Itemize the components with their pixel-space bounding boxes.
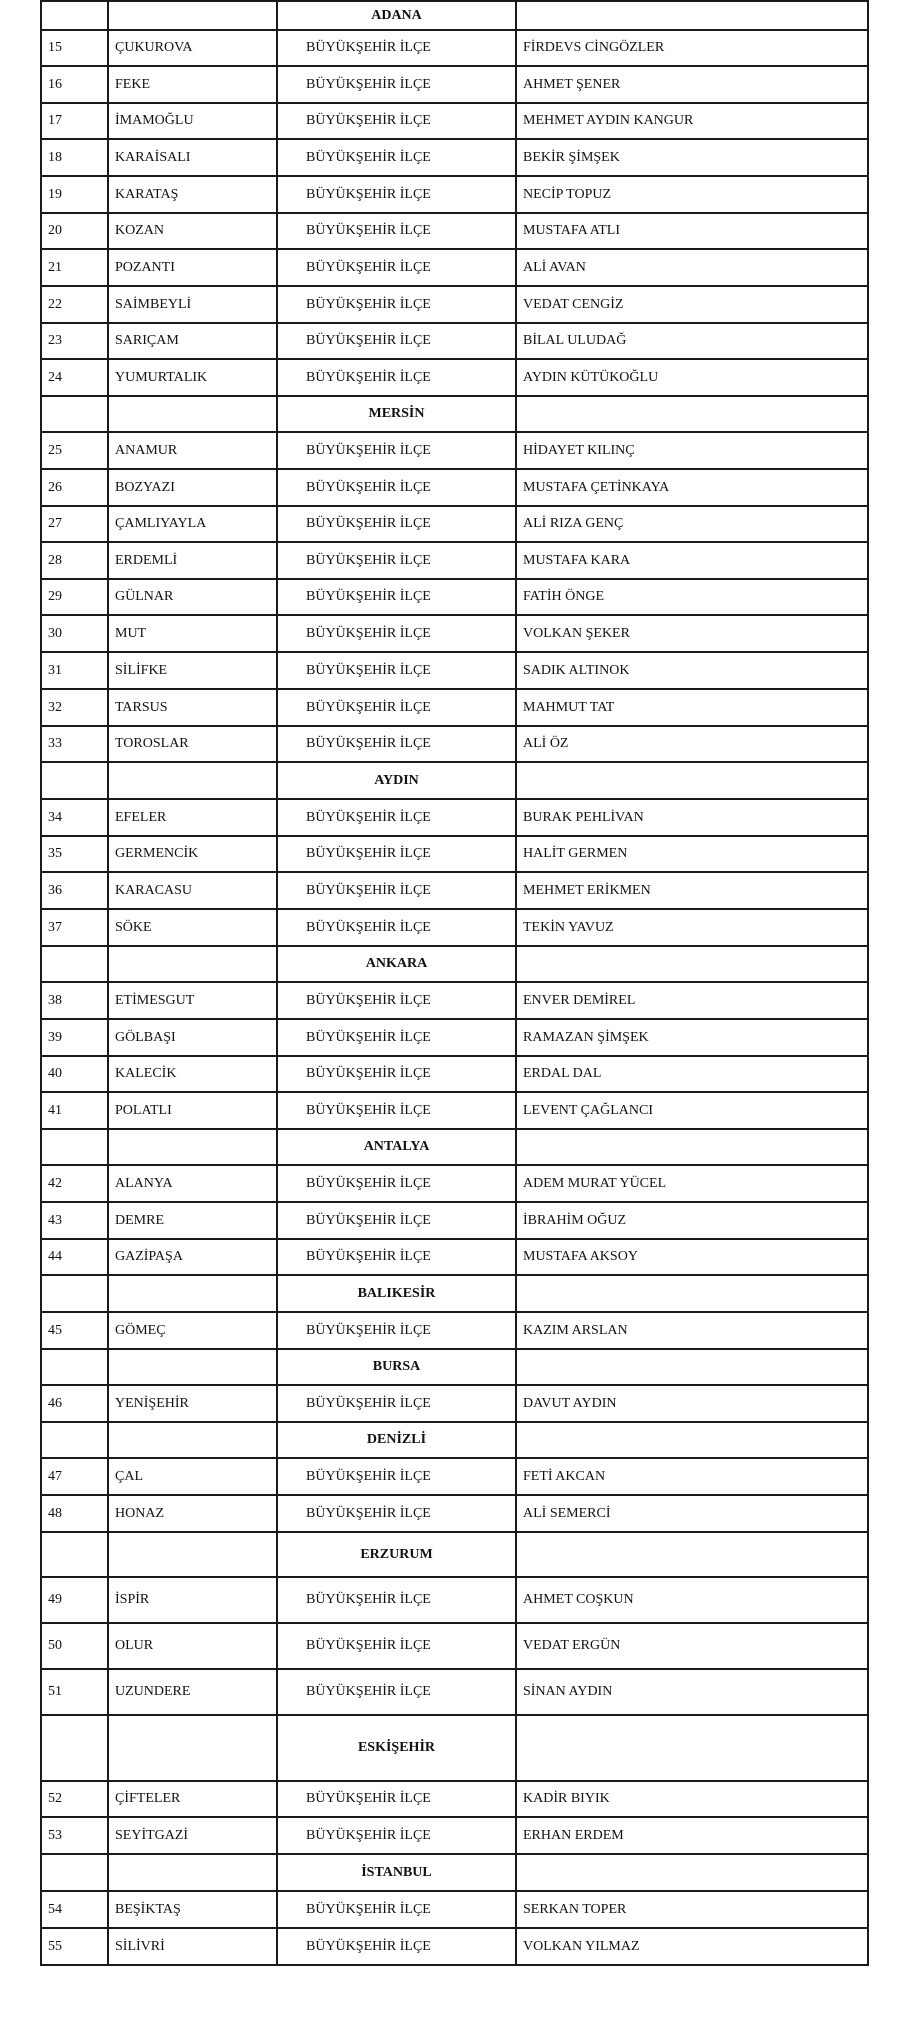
row-number: 39 (41, 1019, 108, 1056)
district-name: İMAMOĞLU (108, 103, 277, 139)
empty-cell (108, 1275, 277, 1312)
district-type: BÜYÜKŞEHİR İLÇE (277, 726, 516, 762)
table-row (41, 30, 868, 66)
district-type: BÜYÜKŞEHİR İLÇE (277, 66, 516, 103)
district-name: SAİMBEYLİ (108, 286, 277, 323)
row-number: 42 (41, 1165, 108, 1202)
province-header-row (41, 396, 868, 432)
row-number: 54 (41, 1891, 108, 1928)
district-type: BÜYÜKŞEHİR İLÇE (277, 909, 516, 946)
table-row (41, 469, 868, 506)
district-name: SİLİFKE (108, 652, 277, 689)
table-row (41, 615, 868, 652)
district-name: MUT (108, 615, 277, 652)
table-row (41, 726, 868, 762)
province-header-row (41, 762, 868, 799)
empty-cell (41, 762, 108, 799)
district-type: BÜYÜKŞEHİR İLÇE (277, 1781, 516, 1817)
candidate-name: VOLKAN YILMAZ (516, 1928, 868, 1965)
district-type: BÜYÜKŞEHİR İLÇE (277, 1669, 516, 1715)
district-name: EFELER (108, 799, 277, 836)
candidate-name: BİLAL ULUDAĞ (516, 323, 868, 359)
district-name: ETİMESGUT (108, 982, 277, 1019)
row-number: 19 (41, 176, 108, 213)
row-number: 45 (41, 1312, 108, 1349)
table-row (41, 1092, 868, 1129)
row-number: 46 (41, 1385, 108, 1422)
district-name: SEYİTGAZİ (108, 1817, 277, 1854)
table-row (41, 836, 868, 872)
table-row (41, 359, 868, 396)
table-row (41, 1019, 868, 1056)
district-type: BÜYÜKŞEHİR İLÇE (277, 213, 516, 249)
row-number: 29 (41, 579, 108, 615)
district-name: SARIÇAM (108, 323, 277, 359)
empty-cell (41, 1, 108, 30)
district-name: YENİŞEHİR (108, 1385, 277, 1422)
district-type: BÜYÜKŞEHİR İLÇE (277, 506, 516, 542)
candidate-name: MUSTAFA KARA (516, 542, 868, 579)
table-row (41, 1165, 868, 1202)
province-name: ERZURUM (277, 1532, 516, 1577)
district-type: BÜYÜKŞEHİR İLÇE (277, 469, 516, 506)
empty-cell (41, 396, 108, 432)
empty-cell (41, 1715, 108, 1781)
table-row (41, 982, 868, 1019)
empty-cell (108, 1715, 277, 1781)
district-name: ERDEMLİ (108, 542, 277, 579)
province-name: ANKARA (277, 946, 516, 982)
district-type: BÜYÜKŞEHİR İLÇE (277, 872, 516, 909)
row-number: 47 (41, 1458, 108, 1495)
table-row (41, 799, 868, 836)
district-type: BÜYÜKŞEHİR İLÇE (277, 1312, 516, 1349)
district-type: BÜYÜKŞEHİR İLÇE (277, 615, 516, 652)
empty-cell (516, 396, 868, 432)
district-name: DEMRE (108, 1202, 277, 1239)
empty-cell (108, 396, 277, 432)
candidate-name: RAMAZAN ŞİMŞEK (516, 1019, 868, 1056)
province-name: DENİZLİ (277, 1422, 516, 1458)
district-type: BÜYÜKŞEHİR İLÇE (277, 139, 516, 176)
table-row (41, 1385, 868, 1422)
candidate-name: ENVER DEMİREL (516, 982, 868, 1019)
empty-cell (108, 1422, 277, 1458)
empty-cell (108, 1349, 277, 1385)
district-name: GERMENCİK (108, 836, 277, 872)
candidate-table (40, 0, 869, 1966)
candidate-name: KAZIM ARSLAN (516, 1312, 868, 1349)
candidate-list-document (40, 0, 867, 1966)
row-number: 22 (41, 286, 108, 323)
empty-cell (41, 1854, 108, 1891)
district-type: BÜYÜKŞEHİR İLÇE (277, 432, 516, 469)
table-row (41, 1056, 868, 1092)
district-name: ÇUKUROVA (108, 30, 277, 66)
candidate-name: MEHMET AYDIN KANGUR (516, 103, 868, 139)
candidate-name: ALİ RIZA GENÇ (516, 506, 868, 542)
empty-cell (516, 1532, 868, 1577)
candidate-name: FETİ AKCAN (516, 1458, 868, 1495)
empty-cell (41, 1422, 108, 1458)
row-number: 28 (41, 542, 108, 579)
candidate-name: ALİ SEMERCİ (516, 1495, 868, 1532)
candidate-name: MUSTAFA ÇETİNKAYA (516, 469, 868, 506)
row-number: 27 (41, 506, 108, 542)
province-name: AYDIN (277, 762, 516, 799)
province-header-row (41, 1715, 868, 1781)
candidate-name: BEKİR ŞİMŞEK (516, 139, 868, 176)
district-name: HONAZ (108, 1495, 277, 1532)
row-number: 34 (41, 799, 108, 836)
candidate-name: VEDAT CENGİZ (516, 286, 868, 323)
province-name: MERSİN (277, 396, 516, 432)
table-row (41, 176, 868, 213)
row-number: 33 (41, 726, 108, 762)
row-number: 24 (41, 359, 108, 396)
district-type: BÜYÜKŞEHİR İLÇE (277, 799, 516, 836)
province-header-row (41, 946, 868, 982)
district-type: BÜYÜKŞEHİR İLÇE (277, 286, 516, 323)
candidate-name: FATİH ÖNGE (516, 579, 868, 615)
district-type: BÜYÜKŞEHİR İLÇE (277, 1623, 516, 1669)
row-number: 55 (41, 1928, 108, 1965)
province-name: BALIKESİR (277, 1275, 516, 1312)
district-name: ALANYA (108, 1165, 277, 1202)
district-type: BÜYÜKŞEHİR İLÇE (277, 836, 516, 872)
candidate-name: LEVENT ÇAĞLANCI (516, 1092, 868, 1129)
table-row (41, 1239, 868, 1275)
candidate-name: İBRAHİM OĞUZ (516, 1202, 868, 1239)
district-name: POZANTI (108, 249, 277, 286)
table-row (41, 249, 868, 286)
empty-cell (516, 1349, 868, 1385)
candidate-name: HALİT GERMEN (516, 836, 868, 872)
candidate-name: NECİP TOPUZ (516, 176, 868, 213)
province-name: İSTANBUL (277, 1854, 516, 1891)
district-name: İSPİR (108, 1577, 277, 1623)
province-header-row (41, 1422, 868, 1458)
district-name: TOROSLAR (108, 726, 277, 762)
district-name: GAZİPAŞA (108, 1239, 277, 1275)
district-name: ÇAMLIYAYLA (108, 506, 277, 542)
table-row (41, 909, 868, 946)
district-name: KALECİK (108, 1056, 277, 1092)
empty-cell (516, 1129, 868, 1165)
district-type: BÜYÜKŞEHİR İLÇE (277, 652, 516, 689)
table-row (41, 1623, 868, 1669)
district-type: BÜYÜKŞEHİR İLÇE (277, 359, 516, 396)
province-header-row (41, 1854, 868, 1891)
district-type: BÜYÜKŞEHİR İLÇE (277, 103, 516, 139)
district-name: SÖKE (108, 909, 277, 946)
candidate-name: MUSTAFA ATLI (516, 213, 868, 249)
empty-cell (108, 946, 277, 982)
row-number: 21 (41, 249, 108, 286)
empty-cell (108, 762, 277, 799)
empty-cell (41, 1349, 108, 1385)
row-number: 50 (41, 1623, 108, 1669)
table-row (41, 1781, 868, 1817)
table-row (41, 579, 868, 615)
row-number: 48 (41, 1495, 108, 1532)
candidate-table-body (41, 1, 868, 1965)
province-header-row (41, 1129, 868, 1165)
district-type: BÜYÜKŞEHİR İLÇE (277, 1385, 516, 1422)
row-number: 31 (41, 652, 108, 689)
district-name: ÇİFTELER (108, 1781, 277, 1817)
candidate-name: ALİ ÖZ (516, 726, 868, 762)
row-number: 15 (41, 30, 108, 66)
province-name: ANTALYA (277, 1129, 516, 1165)
district-type: BÜYÜKŞEHİR İLÇE (277, 1239, 516, 1275)
table-row (41, 139, 868, 176)
district-type: BÜYÜKŞEHİR İLÇE (277, 249, 516, 286)
district-name: ANAMUR (108, 432, 277, 469)
row-number: 26 (41, 469, 108, 506)
row-number: 32 (41, 689, 108, 726)
table-row (41, 1312, 868, 1349)
district-type: BÜYÜKŞEHİR İLÇE (277, 1056, 516, 1092)
province-name: ESKİŞEHİR (277, 1715, 516, 1781)
district-name: FEKE (108, 66, 277, 103)
district-type: BÜYÜKŞEHİR İLÇE (277, 323, 516, 359)
candidate-name: TEKİN YAVUZ (516, 909, 868, 946)
candidate-name: SADIK ALTINOK (516, 652, 868, 689)
province-header-row (41, 1532, 868, 1577)
empty-cell (516, 946, 868, 982)
district-type: BÜYÜKŞEHİR İLÇE (277, 1019, 516, 1056)
empty-cell (516, 1854, 868, 1891)
candidate-name: SERKAN TOPER (516, 1891, 868, 1928)
province-header-row (41, 1275, 868, 1312)
district-type: BÜYÜKŞEHİR İLÇE (277, 689, 516, 726)
table-row (41, 1577, 868, 1623)
row-number: 36 (41, 872, 108, 909)
district-name: POLATLI (108, 1092, 277, 1129)
candidate-name: AHMET ŞENER (516, 66, 868, 103)
district-name: GÖLBAŞI (108, 1019, 277, 1056)
row-number: 43 (41, 1202, 108, 1239)
district-name: OLUR (108, 1623, 277, 1669)
table-row (41, 1458, 868, 1495)
candidate-name: VOLKAN ŞEKER (516, 615, 868, 652)
empty-cell (41, 1129, 108, 1165)
row-number: 30 (41, 615, 108, 652)
table-row (41, 872, 868, 909)
empty-cell (516, 1275, 868, 1312)
empty-cell (516, 1422, 868, 1458)
table-row (41, 1928, 868, 1965)
empty-cell (41, 1532, 108, 1577)
empty-cell (108, 1129, 277, 1165)
table-row (41, 652, 868, 689)
row-number: 53 (41, 1817, 108, 1854)
candidate-name: AYDIN KÜTÜKOĞLU (516, 359, 868, 396)
table-row (41, 1891, 868, 1928)
candidate-name: ERHAN ERDEM (516, 1817, 868, 1854)
province-header-row (41, 1349, 868, 1385)
empty-cell (41, 1275, 108, 1312)
district-name: KOZAN (108, 213, 277, 249)
province-name: BURSA (277, 1349, 516, 1385)
row-number: 52 (41, 1781, 108, 1817)
district-name: UZUNDERE (108, 1669, 277, 1715)
district-type: BÜYÜKŞEHİR İLÇE (277, 1092, 516, 1129)
province-name: ADANA (277, 1, 516, 30)
district-name: YUMURTALIK (108, 359, 277, 396)
row-number: 20 (41, 213, 108, 249)
empty-cell (108, 1532, 277, 1577)
row-number: 40 (41, 1056, 108, 1092)
table-row (41, 1495, 868, 1532)
row-number: 17 (41, 103, 108, 139)
empty-cell (108, 1, 277, 30)
row-number: 18 (41, 139, 108, 176)
district-type: BÜYÜKŞEHİR İLÇE (277, 542, 516, 579)
district-name: ÇAL (108, 1458, 277, 1495)
empty-cell (516, 1715, 868, 1781)
table-row (41, 432, 868, 469)
candidate-name: BURAK PEHLİVAN (516, 799, 868, 836)
candidate-name: SİNAN AYDIN (516, 1669, 868, 1715)
candidate-name: HİDAYET KILINÇ (516, 432, 868, 469)
table-row (41, 103, 868, 139)
district-type: BÜYÜKŞEHİR İLÇE (277, 1817, 516, 1854)
district-name: GÖMEÇ (108, 1312, 277, 1349)
district-name: KARACASU (108, 872, 277, 909)
district-type: BÜYÜKŞEHİR İLÇE (277, 1202, 516, 1239)
row-number: 37 (41, 909, 108, 946)
row-number: 25 (41, 432, 108, 469)
row-number: 23 (41, 323, 108, 359)
table-row (41, 323, 868, 359)
table-row (41, 66, 868, 103)
row-number: 51 (41, 1669, 108, 1715)
empty-cell (516, 762, 868, 799)
candidate-name: MAHMUT TAT (516, 689, 868, 726)
district-name: TARSUS (108, 689, 277, 726)
district-name: KARAİSALI (108, 139, 277, 176)
district-type: BÜYÜKŞEHİR İLÇE (277, 1495, 516, 1532)
empty-cell (108, 1854, 277, 1891)
table-row (41, 1202, 868, 1239)
table-row (41, 1669, 868, 1715)
candidate-name: DAVUT AYDIN (516, 1385, 868, 1422)
district-name: BEŞİKTAŞ (108, 1891, 277, 1928)
table-row (41, 542, 868, 579)
candidate-name: ERDAL DAL (516, 1056, 868, 1092)
candidate-name: ADEM MURAT YÜCEL (516, 1165, 868, 1202)
district-type: BÜYÜKŞEHİR İLÇE (277, 579, 516, 615)
province-header-row (41, 1, 868, 30)
table-row (41, 506, 868, 542)
table-row (41, 689, 868, 726)
row-number: 49 (41, 1577, 108, 1623)
district-type: BÜYÜKŞEHİR İLÇE (277, 30, 516, 66)
row-number: 41 (41, 1092, 108, 1129)
district-type: BÜYÜKŞEHİR İLÇE (277, 1928, 516, 1965)
district-name: GÜLNAR (108, 579, 277, 615)
row-number: 35 (41, 836, 108, 872)
row-number: 16 (41, 66, 108, 103)
row-number: 38 (41, 982, 108, 1019)
district-type: BÜYÜKŞEHİR İLÇE (277, 176, 516, 213)
row-number: 44 (41, 1239, 108, 1275)
district-type: BÜYÜKŞEHİR İLÇE (277, 1891, 516, 1928)
district-name: SİLİVRİ (108, 1928, 277, 1965)
empty-cell (516, 1, 868, 30)
table-row (41, 213, 868, 249)
district-name: BOZYAZI (108, 469, 277, 506)
candidate-name: MUSTAFA AKSOY (516, 1239, 868, 1275)
district-type: BÜYÜKŞEHİR İLÇE (277, 1165, 516, 1202)
candidate-name: MEHMET ERİKMEN (516, 872, 868, 909)
empty-cell (41, 946, 108, 982)
table-row (41, 286, 868, 323)
candidate-name: KADİR BIYIK (516, 1781, 868, 1817)
candidate-name: VEDAT ERGÜN (516, 1623, 868, 1669)
candidate-name: ALİ AVAN (516, 249, 868, 286)
candidate-name: FİRDEVS CİNGÖZLER (516, 30, 868, 66)
district-type: BÜYÜKŞEHİR İLÇE (277, 982, 516, 1019)
district-type: BÜYÜKŞEHİR İLÇE (277, 1458, 516, 1495)
district-name: KARATAŞ (108, 176, 277, 213)
table-row (41, 1817, 868, 1854)
district-type: BÜYÜKŞEHİR İLÇE (277, 1577, 516, 1623)
candidate-name: AHMET COŞKUN (516, 1577, 868, 1623)
